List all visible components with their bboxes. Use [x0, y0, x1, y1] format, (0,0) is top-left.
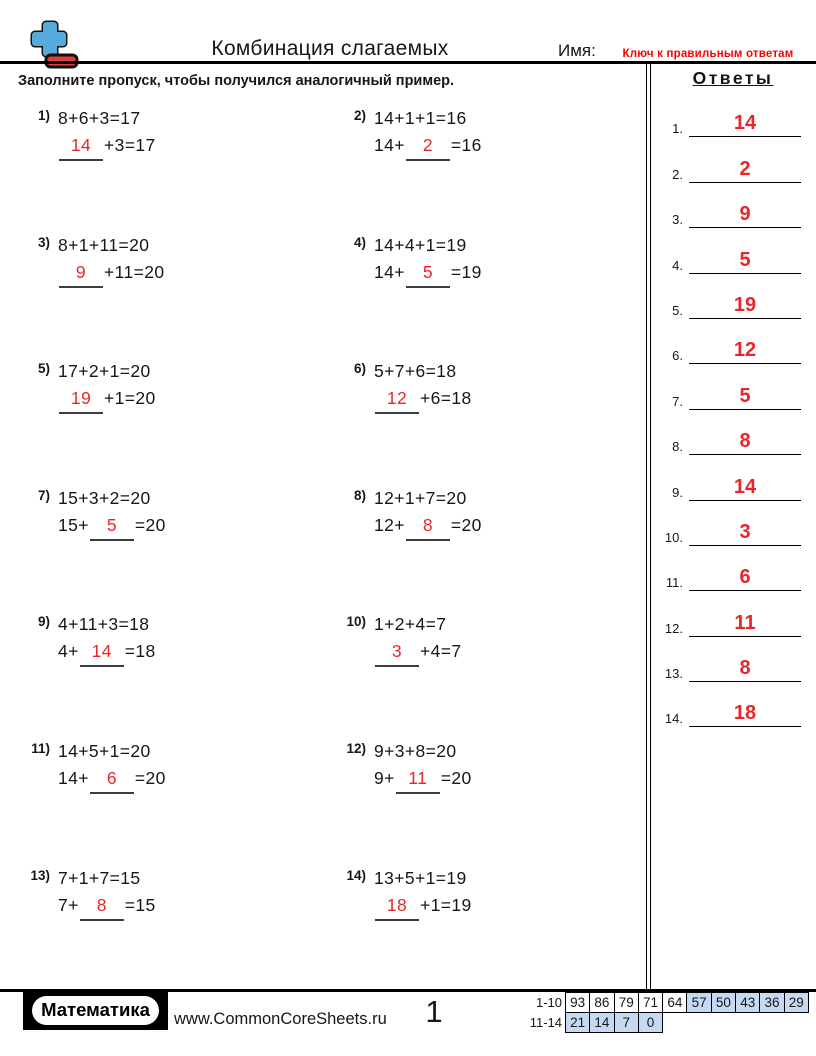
- grade-cell: 64: [662, 992, 687, 1013]
- problem-number: 13): [30, 867, 50, 883]
- answer-row-3: [653, 183, 813, 228]
- answer-blank[interactable]: [90, 765, 134, 794]
- answer-blank[interactable]: [59, 385, 103, 414]
- answers-panel-title: Ответы: [692, 68, 774, 88]
- grading-row-1: [516, 992, 809, 1013]
- answer-line: [689, 658, 801, 682]
- answer-number: 12.: [664, 620, 683, 636]
- answer-value: 11: [408, 767, 428, 788]
- answer-line: [689, 522, 801, 546]
- answer-number: 2.: [672, 166, 683, 182]
- equation-suffix: +4=7: [420, 641, 462, 662]
- answer-blank[interactable]: [406, 132, 450, 161]
- answer-blank[interactable]: [375, 638, 419, 667]
- problem-number: 2): [353, 108, 366, 123]
- answer-number: 13.: [664, 666, 683, 682]
- answer-value: 14: [91, 641, 112, 662]
- page-number: 1: [425, 994, 443, 1029]
- answers-column-divider: [646, 64, 651, 990]
- fill-in-equation: [58, 638, 156, 667]
- answer-value: 5: [106, 514, 117, 535]
- equation-suffix: =19: [450, 261, 482, 282]
- problem-4: [330, 223, 645, 350]
- grade-cell: 7: [614, 1012, 639, 1033]
- answer-line: [689, 567, 801, 591]
- fill-in-equation: [58, 765, 166, 794]
- answer-row-9: [653, 455, 813, 500]
- fill-in-equation: [374, 512, 482, 541]
- answer-blank[interactable]: [375, 385, 419, 414]
- equation-suffix: =20: [134, 514, 166, 535]
- answer-value: 8: [422, 514, 433, 535]
- problem-14: [330, 856, 645, 983]
- problems-grid: [0, 96, 645, 982]
- given-equation: 15+3+2=20: [58, 487, 151, 508]
- problem-2: [330, 96, 645, 223]
- fill-in-equation: [374, 892, 472, 921]
- answer-value: 6: [739, 566, 751, 589]
- problem-6: [330, 349, 645, 476]
- answer-value: 12: [733, 339, 757, 362]
- answer-line: [689, 431, 801, 455]
- equation-prefix: 14+: [58, 767, 89, 788]
- problem-number: 10): [346, 614, 366, 630]
- answer-value: 18: [386, 894, 408, 915]
- equation-prefix: 14+: [374, 261, 405, 282]
- instruction-text: Заполните пропуск, чтобы получился аналогичный пример.: [18, 73, 455, 89]
- problem-10: [330, 602, 645, 729]
- answer-value: 5: [739, 248, 751, 271]
- answer-value: 14: [70, 135, 92, 155]
- answer-line: [689, 295, 801, 319]
- answer-value: 2: [422, 135, 433, 155]
- grade-cell: 93: [565, 992, 590, 1013]
- problem-number: 5): [37, 361, 50, 377]
- problem-9: [0, 602, 330, 729]
- grade-cell: 36: [759, 992, 784, 1013]
- problem-number: 3): [37, 234, 50, 250]
- answer-number: 10.: [664, 529, 683, 545]
- given-equation: 14+1+1=16: [374, 108, 467, 128]
- equation-suffix: =18: [124, 641, 156, 662]
- answer-blank[interactable]: [90, 512, 134, 541]
- equation-suffix: +1=19: [420, 894, 472, 915]
- given-equation: 13+5+1=19: [374, 867, 467, 888]
- problem-number: 1): [37, 108, 50, 123]
- worksheet-title: Комбинация слагаемых: [211, 37, 449, 60]
- answer-blank[interactable]: [406, 259, 450, 288]
- answer-value: 11: [734, 611, 756, 634]
- answer-row-5: [653, 274, 813, 319]
- grading-table: [516, 992, 809, 1033]
- problem-5: [0, 349, 330, 476]
- answer-blank[interactable]: [80, 638, 124, 667]
- given-equation: 1+2+4=7: [374, 614, 447, 635]
- answer-blank[interactable]: [375, 892, 419, 921]
- answers-panel: [653, 68, 813, 727]
- answer-number: 8.: [672, 439, 683, 455]
- problem-7: [0, 476, 330, 603]
- answer-row-13: [653, 637, 813, 682]
- answer-number: 1.: [672, 121, 683, 137]
- fill-in-equation: [374, 385, 472, 414]
- answer-value: 5: [739, 384, 751, 407]
- answer-number: 3.: [672, 212, 683, 228]
- answer-line: [689, 159, 801, 183]
- given-equation: 14+4+1=19: [374, 234, 467, 255]
- equation-prefix: 7+: [58, 894, 79, 915]
- equation-prefix: 14+: [374, 135, 405, 155]
- equation-prefix: 4+: [58, 641, 79, 662]
- grade-cell: 57: [686, 992, 711, 1013]
- problem-number: 12): [346, 740, 366, 756]
- answer-value: 8: [96, 894, 107, 915]
- answer-value: 9: [75, 261, 87, 282]
- given-equation: 12+1+7=20: [374, 487, 467, 508]
- grading-row-2: [516, 1012, 809, 1033]
- equation-suffix: =16: [450, 135, 482, 155]
- answer-line: [689, 613, 801, 637]
- answer-value: 19: [70, 388, 92, 409]
- problem-11: [0, 729, 330, 856]
- equation-suffix: +11=20: [104, 261, 165, 282]
- answer-value: 3: [391, 641, 403, 662]
- answer-value: 6: [106, 767, 117, 788]
- equation-suffix: =20: [134, 767, 166, 788]
- answer-line: [689, 250, 801, 274]
- answer-value: 3: [739, 520, 751, 543]
- equation-suffix: =15: [124, 894, 156, 915]
- answer-line: [689, 340, 801, 364]
- given-equation: 5+7+6=18: [374, 361, 457, 382]
- answer-number: 6.: [672, 348, 683, 364]
- fill-in-equation: [374, 638, 462, 667]
- equation-suffix: +6=18: [420, 388, 472, 409]
- answer-line: [689, 386, 801, 410]
- problem-number: 14): [346, 867, 366, 883]
- given-equation: 17+2+1=20: [58, 361, 151, 382]
- answer-value: 2: [739, 157, 751, 180]
- answer-row-2: [653, 137, 813, 182]
- problem-1: [0, 96, 330, 223]
- answer-blank[interactable]: [80, 892, 124, 921]
- answer-line: [689, 113, 801, 137]
- given-equation: 7+1+7=15: [58, 867, 141, 888]
- answer-value: 12: [386, 388, 408, 409]
- answer-row-6: [653, 319, 813, 364]
- website-url: www.CommonCoreSheets.ru: [174, 1010, 387, 1028]
- grade-cell: 50: [711, 992, 736, 1013]
- answer-value: 18: [733, 702, 757, 725]
- answer-value: 8: [739, 657, 751, 680]
- grade-cell: 21: [565, 1012, 590, 1033]
- answer-row-7: [653, 364, 813, 409]
- answer-number: 14.: [664, 711, 683, 727]
- answer-line: [689, 703, 801, 727]
- answer-blank[interactable]: [59, 132, 103, 161]
- answer-blank[interactable]: [396, 765, 440, 794]
- brand-badge: [23, 991, 168, 1030]
- problem-12: [330, 729, 645, 856]
- grade-cell: 71: [638, 992, 663, 1013]
- answer-row-11: [653, 546, 813, 591]
- equation-prefix: 12+: [374, 514, 405, 535]
- answer-number: 5.: [672, 302, 683, 318]
- problem-number: 7): [37, 487, 50, 503]
- grading-row-label: 11-14: [529, 1015, 562, 1030]
- answer-key-label: Ключ к правильным ответам: [622, 48, 794, 60]
- problem-number: 8): [353, 487, 366, 503]
- fill-in-equation: [58, 892, 156, 921]
- equation-prefix: 15+: [58, 514, 89, 535]
- answer-value: 14: [733, 112, 757, 135]
- brand-badge-label: Математика: [32, 996, 159, 1025]
- fill-in-equation: [374, 765, 472, 794]
- given-equation: 4+11+3=18: [58, 614, 150, 635]
- fill-in-equation: [58, 385, 156, 414]
- equation-suffix: +3=17: [104, 135, 156, 155]
- answer-row-8: [653, 410, 813, 455]
- answer-row-14: [653, 682, 813, 727]
- problem-13: [0, 856, 330, 983]
- answer-row-1: [653, 92, 813, 137]
- equation-suffix: +1=20: [104, 388, 156, 409]
- equation-prefix: 9+: [374, 767, 395, 788]
- problem-number: 6): [353, 361, 366, 377]
- given-equation: 9+3+8=20: [374, 740, 457, 761]
- grade-cell: 43: [735, 992, 760, 1013]
- grade-cell: 29: [784, 992, 809, 1013]
- grade-cell: 79: [614, 992, 639, 1013]
- answer-row-12: [653, 591, 813, 636]
- problem-number: 9): [37, 614, 50, 630]
- fill-in-equation: [374, 259, 482, 288]
- problem-number: 11): [31, 740, 50, 756]
- answer-value: 14: [733, 475, 757, 498]
- grade-cell: 86: [589, 992, 614, 1013]
- given-equation: 14+5+1=20: [58, 740, 151, 761]
- fill-in-equation: [58, 512, 166, 541]
- answer-row-10: [653, 501, 813, 546]
- answer-line: [689, 204, 801, 228]
- problem-number: 4): [353, 234, 366, 250]
- answer-value: 19: [733, 293, 757, 316]
- answer-line: [689, 477, 801, 501]
- name-label: Имя:: [558, 41, 596, 60]
- answer-value: 9: [739, 203, 751, 226]
- answer-row-4: [653, 228, 813, 273]
- grading-row-label: 1-10: [535, 995, 562, 1010]
- header-divider-line: [0, 61, 816, 64]
- grade-cell: 0: [638, 1012, 663, 1033]
- answer-blank[interactable]: [406, 512, 450, 541]
- answer-number: 4.: [672, 257, 683, 273]
- answer-value: 8: [739, 430, 751, 453]
- answer-number: 9.: [672, 484, 683, 500]
- answer-number: 11.: [665, 575, 683, 591]
- answer-value: 5: [422, 261, 433, 282]
- grade-cell: 14: [589, 1012, 614, 1033]
- given-equation: 8+1+11=20: [58, 234, 150, 255]
- equation-suffix: =20: [450, 514, 482, 535]
- problem-8: [330, 476, 645, 603]
- equation-suffix: =20: [440, 767, 472, 788]
- fill-in-equation: [58, 259, 164, 288]
- given-equation: 8+6+3=17: [58, 108, 141, 128]
- answer-blank[interactable]: [59, 259, 103, 288]
- answer-number: 7.: [672, 393, 683, 409]
- problem-3: [0, 223, 330, 350]
- fill-in-equation: [374, 132, 482, 161]
- fill-in-equation: [58, 132, 156, 161]
